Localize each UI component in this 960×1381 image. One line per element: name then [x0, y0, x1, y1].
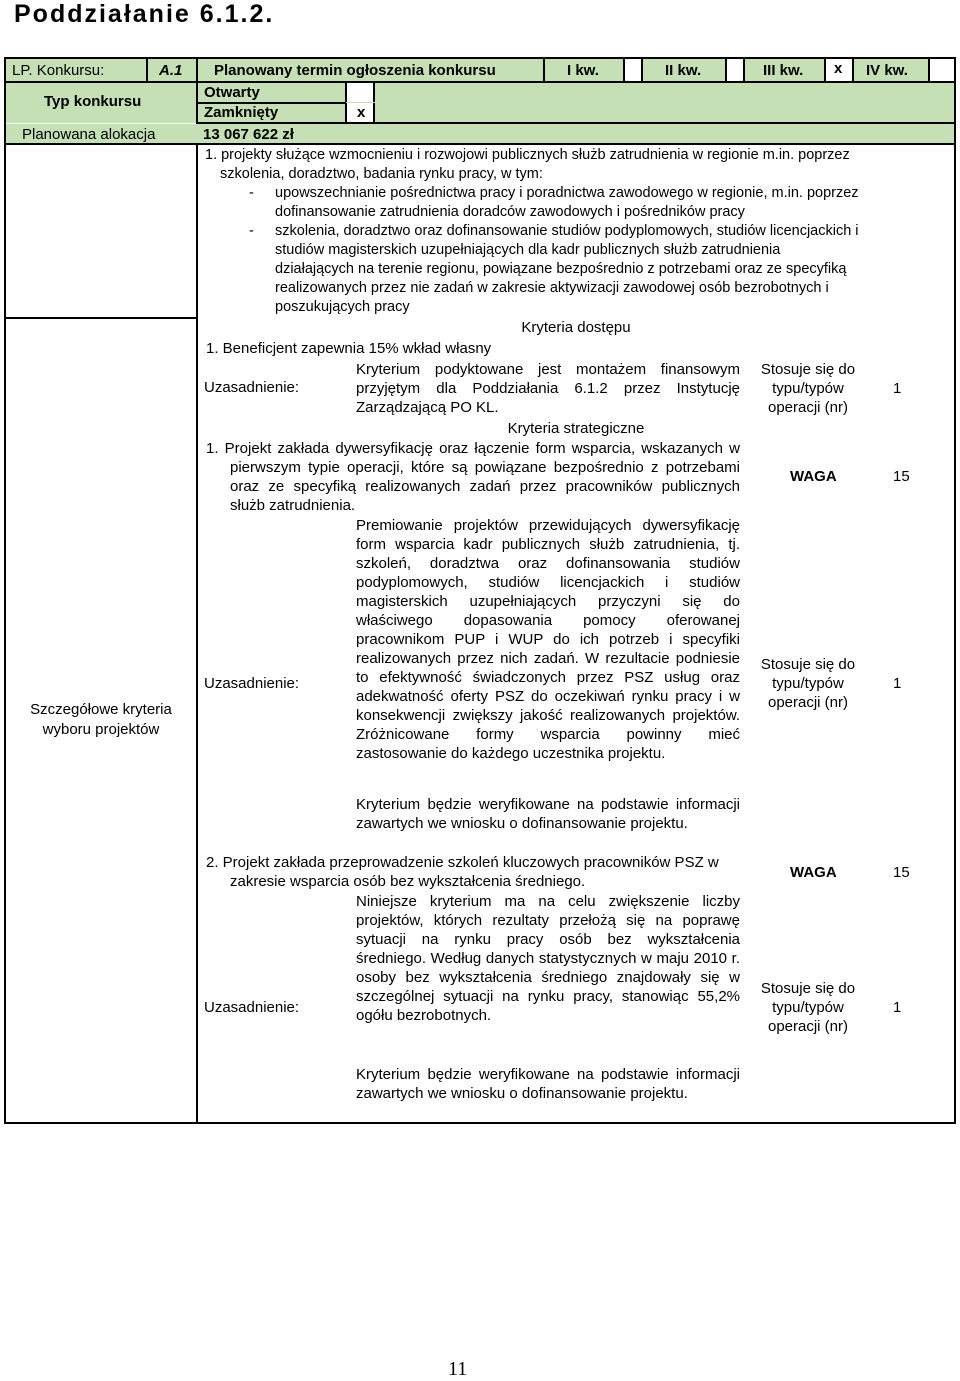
allocation-label: Planowana alokacja: [22, 126, 156, 143]
competition-type-label: Typ konkursu: [44, 93, 142, 110]
access-justification-label: Uzasadnienie:: [204, 379, 300, 396]
strategic-criteria-header: Kryteria strategiczne: [507, 420, 645, 437]
competition-open-checkbox[interactable]: [345, 83, 375, 102]
strategic-2-justification-text: Niniejsze kryterium ma na celu zwiększenie liczby projektów, których rezultaty przełożą się na poprawę sytuacji na rynku pracy osób bez wykształcenia średniego. Według danych statystycznych w maju 2010 r. osoby bez wykształcenia średniego znajdowały się w szczególnej sytuacji na rynku pracy, stanowiąc 55,2% ogółu bezrobotnych.: [356, 893, 740, 1024]
planned-label: Planowany termin ogłoszenia konkursu: [214, 62, 496, 79]
lp-label: LP. Konkursu:: [12, 62, 105, 79]
strategic-2-applies-to: Stosuje się do typu/typów operacji (nr): [760, 980, 856, 1035]
quarter-2-label: II kw.: [665, 62, 702, 79]
strategic-2-weight-label: WAGA: [790, 864, 837, 881]
strategic-2-justification-label: Uzasadnienie:: [204, 999, 300, 1016]
access-operation-number: 1: [893, 380, 902, 397]
quarter-2-checkbox[interactable]: [725, 59, 745, 81]
allocation-value: 13 067 622 zł: [203, 126, 294, 143]
competition-closed-checkbox[interactable]: x: [345, 103, 375, 122]
strategic-1-applies-to: Stosuje się do typu/typów operacji (nr): [760, 656, 856, 711]
competition-closed-label: Zamknięty: [204, 104, 279, 121]
project-types: 1. projekty służące wzmocnieniu i rozwojowi publicznych służb zatrudnienia w regionie m.in. poprzez szkolenia, doradztwo, badania rynku pracy, w tym: - upowszechnianie pośrednictwa pracy i poradnictwa zawodowego w regionie, m.in. poprzez dofinansowanie zatrudnienia doradców zawodowych i pośredników pracy - szkolenia, doradztwo oraz dofinansowanie studiów podyplomowych, studiów licencjackich i studiów magisterskich uzupełniających dla kadr publicznych służb zatrudnienia działających na terenie regionu, powiązane bezpośrednio z potrzebami oraz ze specyfiką realizowanych przez nie zadań w zakresie aktywizacji zawodowej osób bezrobotnych i poszukujących pracy: [205, 147, 859, 315]
strategic-2-weight-value: 15: [893, 864, 910, 881]
lp-value: A.1: [159, 62, 183, 79]
strategic-1-verification: Kryterium będzie weryfikowane na podstawie informacji zawartych we wniosku o dofinansowanie projektu.: [356, 796, 740, 832]
strategic-1-weight-label: WAGA: [790, 468, 837, 485]
strategic-criterion-2: 2. Projekt zakłada przeprowadzenie szkoleń kluczowych pracowników PSZ w zakresie wsparcia osób bez wykształcenia średniego.: [206, 854, 719, 890]
page-number: 11: [448, 1358, 468, 1380]
quarter-1-checkbox[interactable]: [623, 59, 643, 81]
strategic-1-weight-value: 15: [893, 468, 910, 485]
access-justification-text: Kryterium podyktowane jest montażem finansowym przyjętym dla Poddziałania 6.1.2 przez Instytucję Zarządzającą PO KL.: [356, 361, 740, 416]
strategic-2-verification: Kryterium będzie weryfikowane na podstawie informacji zawartych we wniosku o dofinansowanie projektu.: [356, 1066, 740, 1102]
access-criterion-1: 1. Beneficjent zapewnia 15% wkład własny: [206, 340, 492, 357]
quarter-1-label: I kw.: [567, 62, 599, 79]
strategic-1-operation-number: 1: [893, 675, 902, 692]
quarter-3-checkbox[interactable]: x: [824, 59, 854, 81]
page-title: Poddziałanie 6.1.2.: [14, 0, 275, 28]
left-criteria-label: Szczegółowe kryteria wyboru projektów: [30, 701, 172, 738]
quarter-4-label: IV kw.: [866, 62, 908, 79]
strategic-2-operation-number: 1: [893, 999, 902, 1016]
table-bottom-border: [4, 1122, 956, 1124]
strategic-1-justification-label: Uzasadnienie:: [204, 675, 300, 692]
competition-open-label: Otwarty: [204, 84, 260, 101]
quarter-4-checkbox[interactable]: [928, 59, 956, 81]
access-applies-to: Stosuje się do typu/typów operacji (nr): [760, 361, 856, 416]
strategic-criterion-1: 1. Projekt zakłada dywersyfikację oraz łączenie form wsparcia, wskazanych w pierwszym typie operacji, które są powiązane bezpośrednio z potrzebami oraz ze specyfiką realizowanych zadań przez pracowników publicznych służb zatrudnienia.: [206, 440, 740, 514]
access-criteria-header: Kryteria dostępu: [521, 319, 631, 336]
strategic-1-justification-text: Premiowanie projektów przewidujących dywersyfikację form wsparcia kadr publicznych służb zatrudnienia, tj. szkoleń, doradztwa oraz dofinansowania studiów podyplomowych, studiów licencjackich i studiów magisterskich uzupełniających przyczyni się do właściwego dopasowania pomocy oferowanej pracownikom PUP i WUP do ich potrzeb i specyfiki realizowanych przez nich zadań. W rezultacie podniesie to efektywność świadczonych przez PSZ usług oraz adekwatność oferty PSZ do oczekiwań rynku pracy i w konsekwencji zwiększy jakość realizowanych projektów. Zróżnicowane formy wsparcia powinny mieć zastosowanie do każdego uczestnika projektu.: [356, 517, 740, 762]
quarter-3-label: III kw.: [763, 62, 804, 79]
